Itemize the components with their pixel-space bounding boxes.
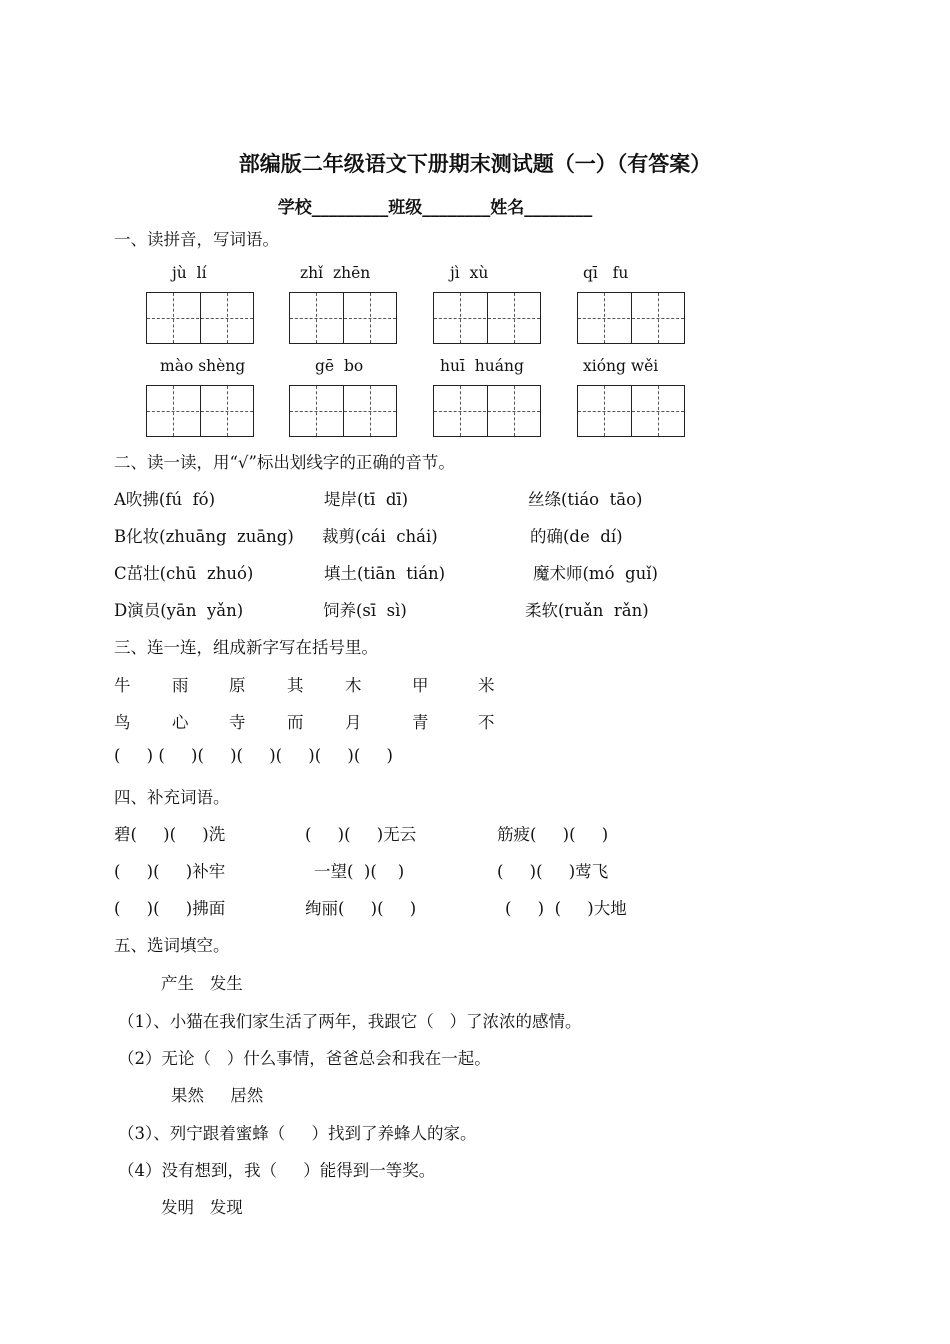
answer-blanks[interactable]: ( ) ( )( )( )( )( )( ) [114, 746, 393, 765]
choice-item: 魔术师(mó guǐ) [533, 564, 658, 583]
choice-item: 柔软(ruǎn rǎn) [525, 601, 649, 620]
writing-grid[interactable] [289, 385, 397, 437]
pinyin-label: jì xù [450, 264, 489, 282]
char-bottom: 不 [478, 713, 495, 732]
idiom-item[interactable]: ( )( )拂面 [114, 899, 226, 918]
pinyin-label: mào shèng [160, 357, 246, 375]
writing-grid[interactable] [577, 385, 685, 437]
char-bottom: 青 [412, 713, 429, 732]
choice-item: 饲养(sī sì) [323, 601, 407, 620]
word-choices: 产生 发生 [161, 974, 243, 993]
page-title: 部编版二年级语文下册期末测试题（一）（有答案） [238, 152, 712, 176]
question-3: （3）、列宁跟着蜜蜂（ ）找到了养蜂人的家。 [118, 1124, 477, 1143]
char-top: 其 [287, 676, 304, 695]
writing-grid[interactable] [433, 292, 541, 344]
choice-item: C茁壮(chū zhuó) [114, 564, 254, 583]
choice-item: D演员(yān yǎn) [114, 601, 244, 620]
char-bottom: 心 [172, 713, 189, 732]
idiom-item[interactable]: 绚丽( )( ) [305, 899, 417, 918]
choice-item: 的确(de dí) [530, 527, 623, 546]
word-choices: 发明 发现 [161, 1198, 243, 1217]
char-top: 原 [229, 676, 246, 695]
choice-item: A吹拂(fú fó) [114, 490, 216, 509]
pinyin-label: qī fu [583, 264, 629, 282]
char-bottom: 寺 [229, 713, 246, 732]
char-top: 牛 [114, 676, 131, 695]
idiom-item[interactable]: ( )( )莺飞 [497, 862, 609, 881]
choice-item: 填土(tiān tián) [324, 564, 446, 583]
char-top: 米 [478, 676, 495, 695]
char-top: 甲 [412, 676, 429, 695]
idiom-item[interactable]: 碧( )( )洗 [114, 825, 226, 844]
pinyin-label: huī huáng [440, 357, 524, 375]
question-2: （2）无论（ ）什么事情，爸爸总会和我在一起。 [118, 1049, 491, 1068]
char-top: 雨 [172, 676, 189, 695]
idiom-item[interactable]: 筋疲( )( ) [497, 825, 609, 844]
pinyin-label: xióng wěi [583, 357, 659, 375]
section-2-heading: 二、读一读，用“√”标出划线字的正确的音节。 [114, 453, 455, 472]
word-choices: 果然 居然 [171, 1086, 264, 1105]
pinyin-label: gē bo [315, 357, 364, 375]
choice-item: 堤岸(tī dī) [324, 490, 409, 509]
idiom-item[interactable]: ( )( )补牢 [114, 862, 226, 881]
writing-grid[interactable] [289, 292, 397, 344]
writing-grid[interactable] [146, 385, 254, 437]
student-info-line: 学校_________班级________姓名________ [277, 198, 593, 218]
pinyin-label: zhǐ zhēn [300, 264, 371, 282]
writing-grid[interactable] [433, 385, 541, 437]
choice-item: 裁剪(cái chái) [322, 527, 438, 546]
idiom-item[interactable]: ( ) ( )大地 [505, 899, 627, 918]
choice-item: B化妆(zhuāng zuāng) [114, 527, 294, 546]
writing-grid[interactable] [146, 292, 254, 344]
writing-grid[interactable] [577, 292, 685, 344]
char-top: 木 [345, 676, 362, 695]
section-5-heading: 五、选词填空。 [114, 936, 230, 955]
section-4-heading: 四、补充词语。 [114, 788, 230, 807]
question-4: （4）没有想到，我（ ）能得到一等奖。 [118, 1161, 436, 1180]
question-1: （1）、小猫在我们家生活了两年，我跟它（ ）了浓浓的感情。 [118, 1012, 582, 1031]
section-1-heading: 一、读拼音，写词语。 [114, 230, 279, 249]
section-3-heading: 三、连一连，组成新字写在括号里。 [114, 638, 378, 657]
pinyin-label: jù lí [172, 264, 207, 282]
idiom-item[interactable]: 一望( )( ) [314, 862, 405, 881]
idiom-item[interactable]: ( )( )无云 [305, 825, 417, 844]
char-bottom: 鸟 [114, 713, 131, 732]
choice-item: 丝绦(tiáo tāo) [528, 490, 643, 509]
char-bottom: 月 [345, 713, 362, 732]
char-bottom: 而 [287, 713, 304, 732]
